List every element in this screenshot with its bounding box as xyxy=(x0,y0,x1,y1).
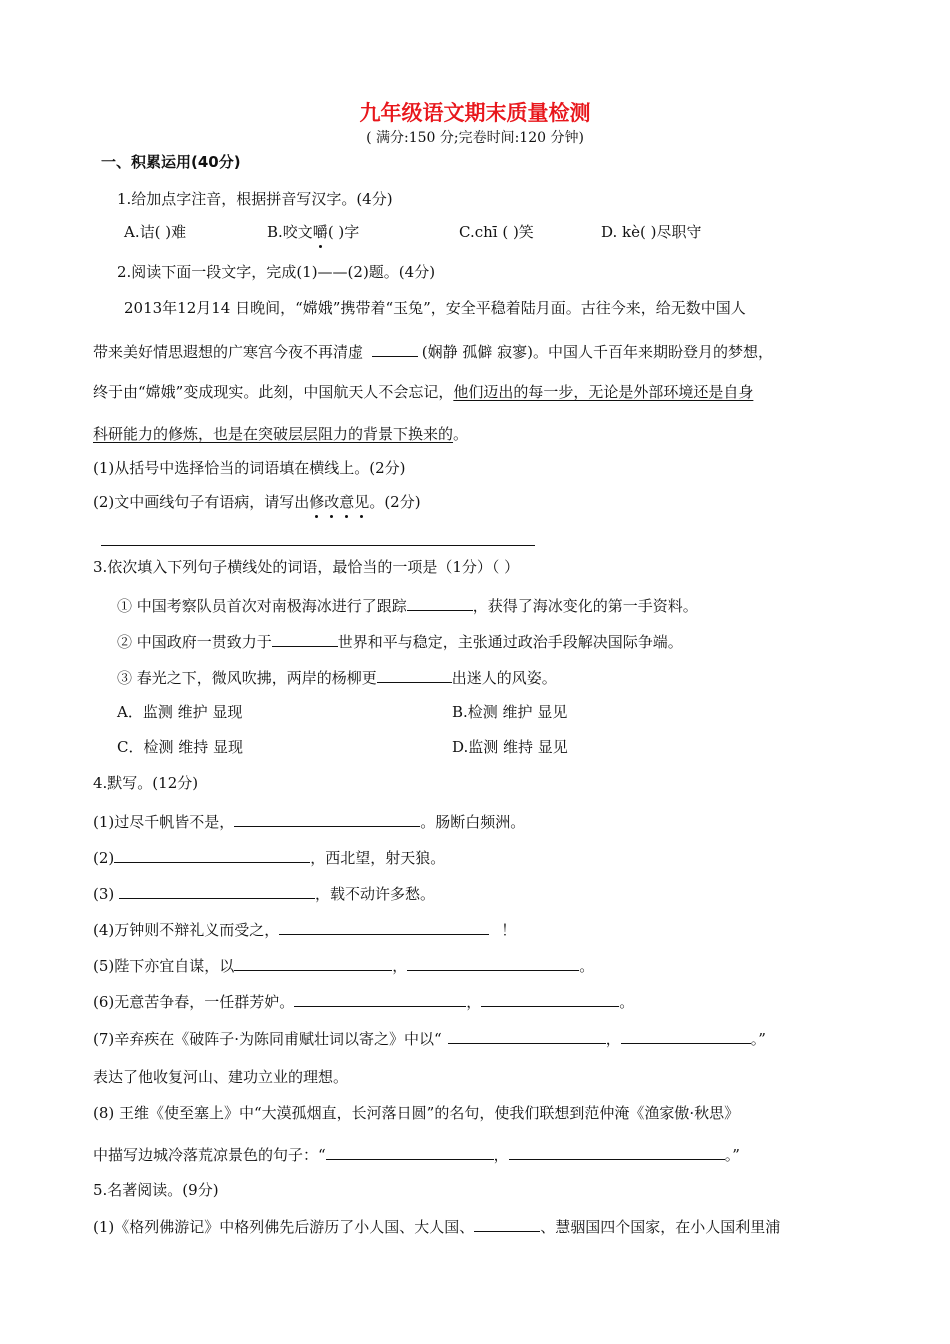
option-b-suffix: ( )字 xyxy=(327,223,360,241)
sentence-text: 出迷人的风姿。 xyxy=(451,669,557,687)
sentence-text: ③ 春光之下，微风吹拂，两岸的杨柳更 xyxy=(117,669,377,687)
passage-text: (娴静 孤僻 寂寥)。中国人千百年来期盼登月的梦想， xyxy=(421,343,774,361)
dotted-char: 改 xyxy=(324,493,340,511)
passage-line-1: 2013年12月14 日晚间，“嫦娥”携带着“玉兔”，安全平稳着陆月面。古往今来，给无数中国人 xyxy=(124,299,746,317)
fill-blank[interactable] xyxy=(234,954,392,971)
option-a-suffix: ( )难 xyxy=(154,223,187,241)
recite-text: (7)辛弃疾在《破阵子·为陈同甫赋壮词以寄之》中以“ xyxy=(93,1030,442,1048)
passage-line-3 xyxy=(93,382,753,402)
underlined-sentence: 他们迈出的每一步，无论是外部环境还是自身 xyxy=(453,383,754,401)
fill-blank[interactable] xyxy=(326,1143,494,1160)
fill-blank[interactable] xyxy=(119,882,315,899)
fill-blank[interactable] xyxy=(234,810,420,827)
question-3-prompt: 3.依次填入下列句子横线处的词语，最恰当的一项是（1分）（ ） xyxy=(93,558,520,576)
recite-line-6 xyxy=(93,990,634,1012)
question-1-option-d: D. kè( )尽职守 xyxy=(601,223,702,241)
option-a-prefix: A.诘 xyxy=(124,223,155,241)
question-text: (1)《格列佛游记》中格列佛先后游历了小人国、大人国、 xyxy=(93,1218,475,1236)
question-4-prompt: 4.默写。(12分) xyxy=(93,774,199,792)
sentence-text: ② 中国政府一贯致力于 xyxy=(117,633,272,651)
question-1-option-a xyxy=(124,222,186,242)
answer-line[interactable] xyxy=(101,545,535,546)
question-3-sentence-2 xyxy=(117,630,683,652)
question-1-prompt: 1.给加点字注音，根据拼音写汉字。(4分) xyxy=(117,190,393,208)
subquestion-2 xyxy=(93,492,421,512)
question-5-prompt: 5.名著阅读。(9分) xyxy=(93,1181,219,1199)
recite-text: ， xyxy=(493,1146,509,1164)
question-1-option-b xyxy=(267,222,359,242)
recite-text: ， xyxy=(605,1030,621,1048)
fill-blank[interactable] xyxy=(377,666,452,683)
recite-text: (5)陛下亦宜自谋，以 xyxy=(93,957,235,975)
passage-line-4 xyxy=(93,424,468,444)
fill-blank[interactable] xyxy=(474,1215,540,1232)
question-3-sentence-1 xyxy=(117,594,698,616)
recite-text: 。肠断白频洲。 xyxy=(420,813,526,831)
fill-blank[interactable] xyxy=(509,1143,725,1160)
recite-text: ， xyxy=(466,993,482,1011)
recite-text: 。 xyxy=(579,957,595,975)
fill-blank[interactable] xyxy=(114,846,310,863)
question-3-option-c: C．检测 维持 显现 xyxy=(117,738,244,756)
option-b-prefix: B.咬文 xyxy=(267,223,313,241)
section-heading: 一、积累运用(40分) xyxy=(101,153,241,171)
recite-line-8-continued xyxy=(93,1143,740,1165)
fill-blank[interactable] xyxy=(621,1027,751,1044)
question-text: 、慧骃国四个国家，在小人国利里浦 xyxy=(540,1218,781,1236)
question-5-line-1 xyxy=(93,1215,780,1237)
recite-text: 。 xyxy=(619,993,635,1011)
subquestion-text: (2)文中画线句子有语病，请写出 xyxy=(93,493,310,511)
dotted-char: 修 xyxy=(309,493,325,511)
recite-line-7-continued: 表达了他收复河山、建功立业的理想。 xyxy=(93,1068,349,1086)
sentence-text: 世界和平与稳定，主张通过政治手段解决国际争端。 xyxy=(337,633,683,651)
underlined-sentence: 科研能力的修炼，也是在突破层层阻力的背景下换来的 xyxy=(93,425,454,443)
question-3-sentence-3 xyxy=(117,666,557,688)
recite-line-2 xyxy=(93,846,445,868)
fill-blank[interactable] xyxy=(448,1027,606,1044)
dotted-char: 见 xyxy=(354,493,370,511)
dotted-char: 意 xyxy=(339,493,355,511)
fill-blank[interactable] xyxy=(407,954,579,971)
recite-line-7 xyxy=(93,1027,766,1049)
fill-blank[interactable] xyxy=(372,340,418,357)
passage-line-2 xyxy=(93,340,773,362)
passage-text: 带来美好情思遐想的广寒宫今夜不再清虚 xyxy=(93,343,364,361)
recite-text: ！ xyxy=(501,921,517,939)
page-title: 九年级语文期末质量检测 xyxy=(359,101,591,125)
recite-line-4 xyxy=(93,918,516,940)
recite-text: (6)无意苦争春，一任群芳妒。 xyxy=(93,993,295,1011)
recite-line-1 xyxy=(93,810,525,832)
passage-text: 终于由“嫦娥”变成现实。此刻，中国航天人不会忘记， xyxy=(93,383,454,401)
recite-text: ， xyxy=(392,957,408,975)
sentence-text: ① 中国考察队员首次对南极海冰进行了跟踪 xyxy=(117,597,407,615)
recite-line-8: (8) 王维《使至塞上》中“大漠孤烟直，长河落日圆”的名句，使我们联想到范仲淹《渔家傲·秋思》 xyxy=(93,1104,740,1122)
recite-line-5 xyxy=(93,954,594,976)
fill-blank[interactable] xyxy=(279,918,489,935)
page-subtitle: ( 满分:150 分;完卷时间:120 分钟) xyxy=(366,130,584,146)
fill-blank[interactable] xyxy=(272,630,338,647)
fill-blank[interactable] xyxy=(481,990,619,1007)
recite-text: (1)过尽千帆皆不是， xyxy=(93,813,235,831)
recite-text: (4)万钟则不辩礼义而受之， xyxy=(93,921,280,939)
recite-text: 。” xyxy=(724,1146,740,1164)
subquestion-text: 。(2分) xyxy=(369,493,421,511)
recite-line-3 xyxy=(93,882,435,904)
recite-text: ，载不动许多愁。 xyxy=(315,885,436,903)
recite-text: ，西北望，射天狼。 xyxy=(310,849,446,867)
subquestion-1: (1)从括号中选择恰当的词语填在横线上。(2分) xyxy=(93,459,406,477)
recite-text: (3) xyxy=(93,885,120,903)
question-3-option-b: B.检测 维护 显见 xyxy=(452,703,568,721)
recite-text: 中描写边城冷落荒凉景色的句子：“ xyxy=(93,1146,326,1164)
question-2-prompt: 2.阅读下面一段文字，完成(1)——(2)题。(4分) xyxy=(117,263,436,281)
question-3-option-d: D.监测 维持 显见 xyxy=(452,738,568,756)
recite-text: (2) xyxy=(93,849,115,867)
fill-blank[interactable] xyxy=(294,990,466,1007)
question-3-option-a: A．监测 维护 显现 xyxy=(117,703,243,721)
dotted-char: 嚼 xyxy=(312,223,328,241)
question-1-option-c: C.chī ( )笑 xyxy=(459,223,534,241)
recite-text: 。” xyxy=(750,1030,766,1048)
sentence-text: ，获得了海冰变化的第一手资料。 xyxy=(472,597,698,615)
passage-text: 。 xyxy=(453,425,469,443)
fill-blank[interactable] xyxy=(407,594,473,611)
